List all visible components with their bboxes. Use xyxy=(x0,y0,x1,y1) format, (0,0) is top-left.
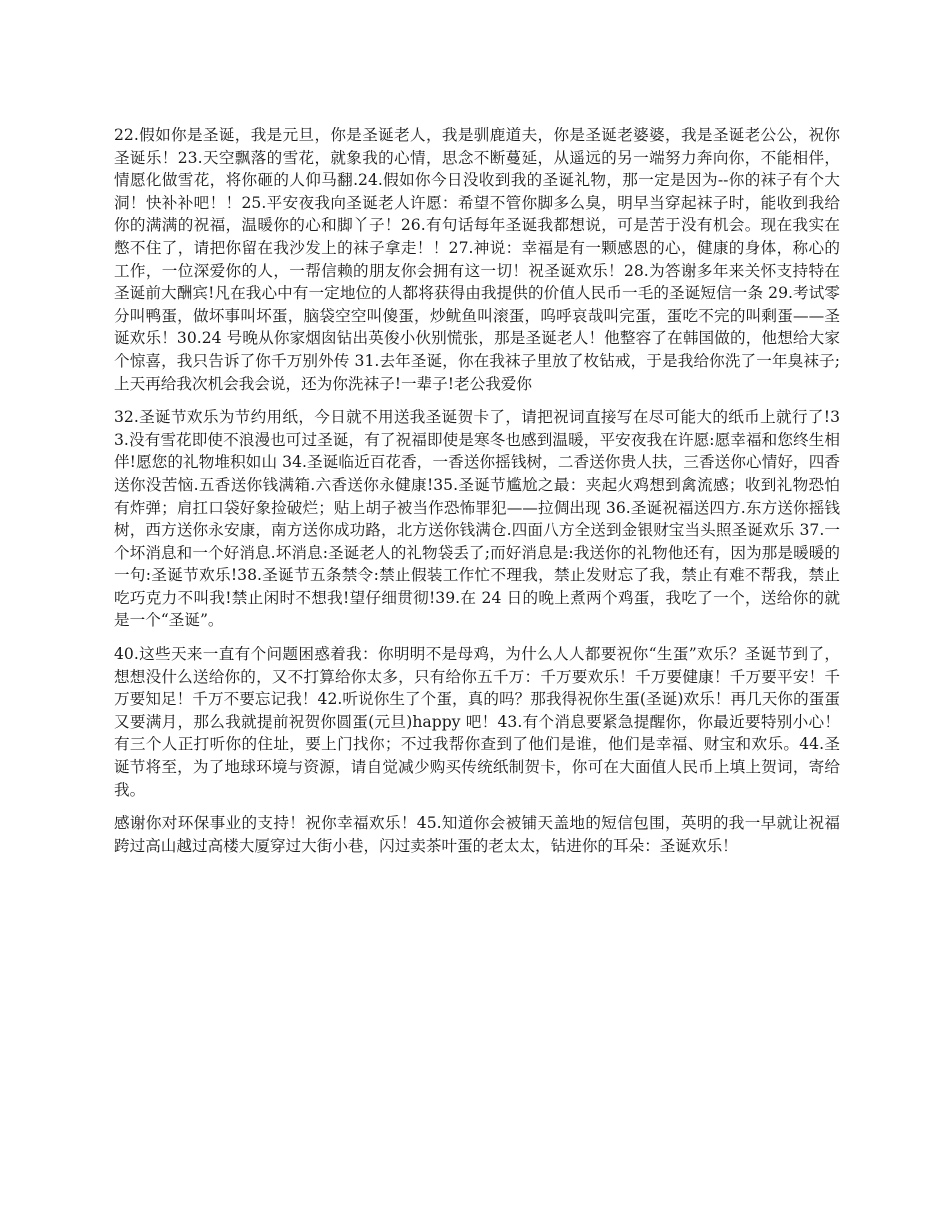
paragraph-3: 40.这些天来一直有个问题困惑着我：你明明不是母鸡，为什么人人都要祝你“生蛋”欢乐？圣诞节到了，想想没什么送给你的，又不打算给你太多，只有给你五千万：千万要欢乐！千万要健康！千万要平安！千万要知足！千万不要忘记我！42.听说你生了个蛋，真的吗？那我得祝你生蛋(圣诞)欢乐！再几天你的蛋蛋又要满月，那么我就提前祝贺你圆蛋(元旦)happy 吧！43.有个消息要紧急提醒你，你最近要特别小心！有三个人正打听你的住址，要上门找你；不过我帮你查到了他们是谁，他们是幸福、财宝和欢乐。44.圣诞节将至，为了地球环境与资源，请自觉减少购买传统纸制贺卡，你可在大面值人民币上填上贺词，寄给我。 xyxy=(114,645,840,799)
document-body xyxy=(114,124,840,868)
paragraph-2: 32.圣诞节欢乐为节约用纸，今日就不用送我圣诞贺卡了，请把祝词直接写在尽可能大的纸币上就行了!33.没有雪花即使不浪漫也可过圣诞，有了祝福即使是寒冬也感到温暖，平安夜我在许愿:愿幸福和您终生相伴!愿您的礼物堆积如山 34.圣诞临近百花香，一香送你摇钱树，二香送你贵人扶，三香送你心情好，四香送你没苦恼.五香送你钱满箱.六香送你永健康!35.圣诞节尴尬之最：夹起火鸡想到禽流感；收到礼物恐怕有炸弹；肩扛口袋好象捡破烂；贴上胡子被当作恐怖罪犯——拉倜出现 36.圣诞祝福送四方.东方送你摇钱树，西方送你永安康，南方送你成功路，北方送你钱满仓.四面八方全送到金银财宝当头照圣诞欢乐 37.一个坏消息和一个好消息.坏消息:圣诞老人的礼物袋丢了;而好消息是:我送你的礼物他还有，因为那是暖暖的一句:圣诞节欢乐!38.圣诞节五条禁令:禁止假装工作忙不理我，禁止发财忘了我，禁止有难不帮我，禁止吃巧克力不叫我!禁止闲时不想我!望仔细贯彻!39.在 24 日的晚上煮两个鸡蛋，我吃了一个，送给你的就是一个“圣诞”。 xyxy=(114,408,840,630)
paragraph-4: 感谢你对环保事业的支持！祝你幸福欢乐！45.知道你会被铺天盖地的短信包围，英明的我一早就让祝福跨过高山越过高楼大厦穿过大街小巷，闪过卖茶叶蛋的老太太，钻进你的耳朵：圣诞欢乐！ xyxy=(114,814,840,855)
paragraph-1: 22.假如你是圣诞，我是元旦，你是圣诞老人，我是驯鹿道夫，你是圣诞老婆婆，我是圣诞老公公，祝你圣诞乐！23.天空飘落的雪花，就象我的心情，思念不断蔓延，从遥远的另一端努力奔向你，不能相伴，情愿化做雪花，将你砸的人仰马翻.24.假如你今日没收到我的圣诞礼物，那一定是因为--你的袜子有个大洞！快补补吧！！25.平安夜我向圣诞老人许愿：希望不管你脚多么臭，明早当穿起袜子时，能收到我给你的满满的祝福，温暖你的心和脚丫子！26.有句话每年圣诞我都想说，可是苦于没有机会。现在我实在憋不住了，请把你留在我沙发上的袜子拿走！！27.神说：幸福是有一颗感恩的心，健康的身体，称心的工作，一位深爱你的人，一帮信赖的朋友你会拥有这一切！祝圣诞欢乐！28.为答谢多年来关怀支持特在圣诞前大酬宾!凡在我心中有一定地位的人都将获得由我提供的价值人民币一毛的圣诞短信一条 29.考试零分叫鸭蛋，做坏事叫坏蛋，脑袋空空叫傻蛋，炒鱿鱼叫滚蛋，呜呼哀哉叫完蛋，蛋吃不完的叫剩蛋——圣诞欢乐！30.24 号晚从你家烟囱钻出英俊小伙别慌张，那是圣诞老人！他整容了在韩国做的，他想给大家个惊喜，我只告诉了你千万别外传 31.去年圣诞，你在我袜子里放了枚钻戒，于是我给你洗了一年臭袜子;上天再给我次机会我会说，还为你洗袜子!一辈子!老公我爱你 xyxy=(114,126,840,393)
